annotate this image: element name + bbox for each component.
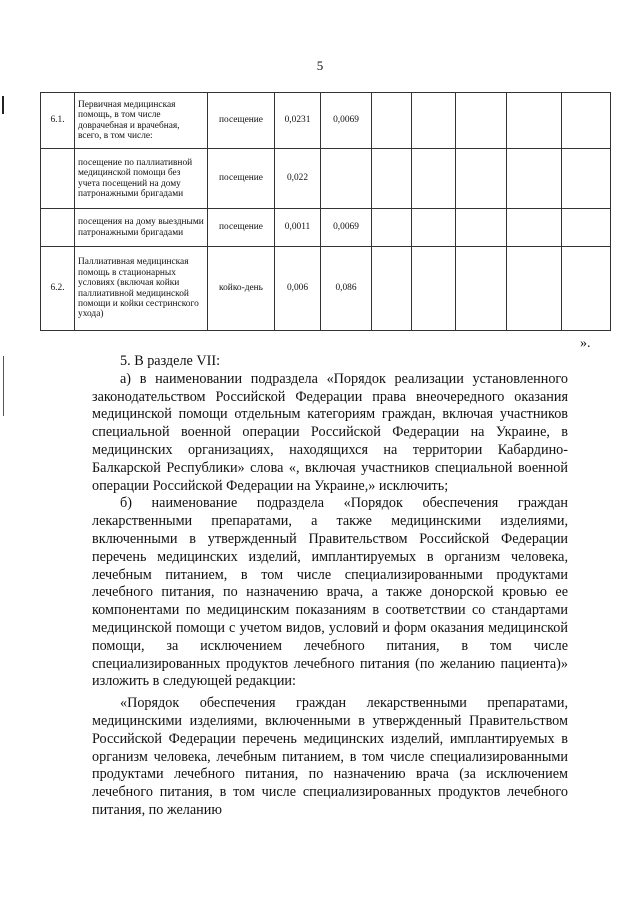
row-unit: посещение <box>208 93 275 149</box>
row-name: посещения на дому выездными патронажными бригадами <box>75 209 208 247</box>
row-value-1: 0,0011 <box>275 209 321 247</box>
row-unit: посещение <box>208 209 275 247</box>
empty-cell <box>562 209 611 247</box>
row-value-1: 0,0231 <box>275 93 321 149</box>
empty-cell <box>372 149 412 209</box>
empty-cell <box>456 93 507 149</box>
empty-cell <box>412 149 456 209</box>
row-number: 6.1. <box>41 93 75 149</box>
row-value-2: 0,086 <box>321 247 372 331</box>
empty-cell <box>507 209 562 247</box>
row-number <box>41 209 75 247</box>
paragraph-a: а) в наименовании подраздела «Порядок реализации установленного законодательством Российской Федерации права внеочередного оказания медицинской помощи отдельным категориям граждан, включая участников специальной военной операции Российской Федерации на Украине, в медицинских организациях, находящихся на территории Кабардино-Балкарской Республики» слова «, включая участников специальной военной операции Российской Федерации на Украине,» исключить; <box>92 370 568 494</box>
data-table <box>40 92 611 331</box>
section-heading: 5. В разделе VII: <box>120 353 221 369</box>
empty-cell <box>562 149 611 209</box>
row-name: Первичная медицинская помощь, в том числе доврачебная и врачебная, всего, в том числе: <box>75 93 208 149</box>
scan-edge-mark <box>3 356 4 416</box>
row-value-2 <box>321 149 372 209</box>
row-number <box>41 149 75 209</box>
row-value-2: 0,0069 <box>321 93 372 149</box>
empty-cell <box>507 93 562 149</box>
scan-edge-mark <box>2 96 4 114</box>
empty-cell <box>412 93 456 149</box>
row-value-2: 0,0069 <box>321 209 372 247</box>
table-row <box>41 93 611 149</box>
empty-cell <box>507 149 562 209</box>
empty-cell <box>456 149 507 209</box>
paragraph-c: «Порядок обеспечения граждан лекарственными препаратами, медицинскими изделиями, включенными в утвержденный Правительством Российской Федерации перечень медицинских изделий, имплантируемых в организм человека, лечебным питанием, в том числе специализированными продуктами лечебного питания, по назначению врача (за исключением лечебного питания, в том числе специализированных продуктов лечебного питания, по желанию <box>92 695 568 818</box>
body-text <box>92 353 568 820</box>
empty-cell <box>372 93 412 149</box>
empty-cell <box>456 247 507 331</box>
empty-cell <box>507 247 562 331</box>
empty-cell <box>372 209 412 247</box>
table-row <box>41 149 611 209</box>
empty-cell <box>412 209 456 247</box>
page-number: 5 <box>316 58 324 73</box>
empty-cell <box>456 209 507 247</box>
row-number: 6.2. <box>41 247 75 331</box>
paragraph-b: б) наименование подраздела «Порядок обеспечения граждан лекарственными препаратами, а также медицинскими изделиями, включенными в утвержденный Правительством Российской Федерации перечень медицинских изделий, имплантируемых в организм человека, лечебным питанием, в том числе специализированными продуктами лечебного питания, по назначению врача, а также донорской кровью ее компонентами по медицинским показаниям в соответствии со стандартами медицинской помощи с учетом видов, условий и форм оказания медицинской помощи, за исключением лечебного питания, в том числе специализированных продуктов лечебного питания (по желанию пациента)» изложить в следующей редакции: <box>92 495 568 690</box>
row-name: Паллиативная медицинская помощь в стационарных условиях (включая койки паллиативной медицинской помощи и койки сестринского ухода) <box>75 247 208 331</box>
empty-cell <box>562 247 611 331</box>
table-row <box>41 209 611 247</box>
row-value-1: 0,006 <box>275 247 321 331</box>
table-row <box>41 247 611 331</box>
row-unit: койко-день <box>208 247 275 331</box>
empty-cell <box>372 247 412 331</box>
row-unit: посещение <box>208 149 275 209</box>
row-value-1: 0,022 <box>275 149 321 209</box>
empty-cell <box>562 93 611 149</box>
empty-cell <box>412 247 456 331</box>
row-name: посещение по паллиативной медицинской помощи без учета посещений на дому патронажными бригадами <box>75 149 208 209</box>
closing-quote: ». <box>580 336 591 351</box>
